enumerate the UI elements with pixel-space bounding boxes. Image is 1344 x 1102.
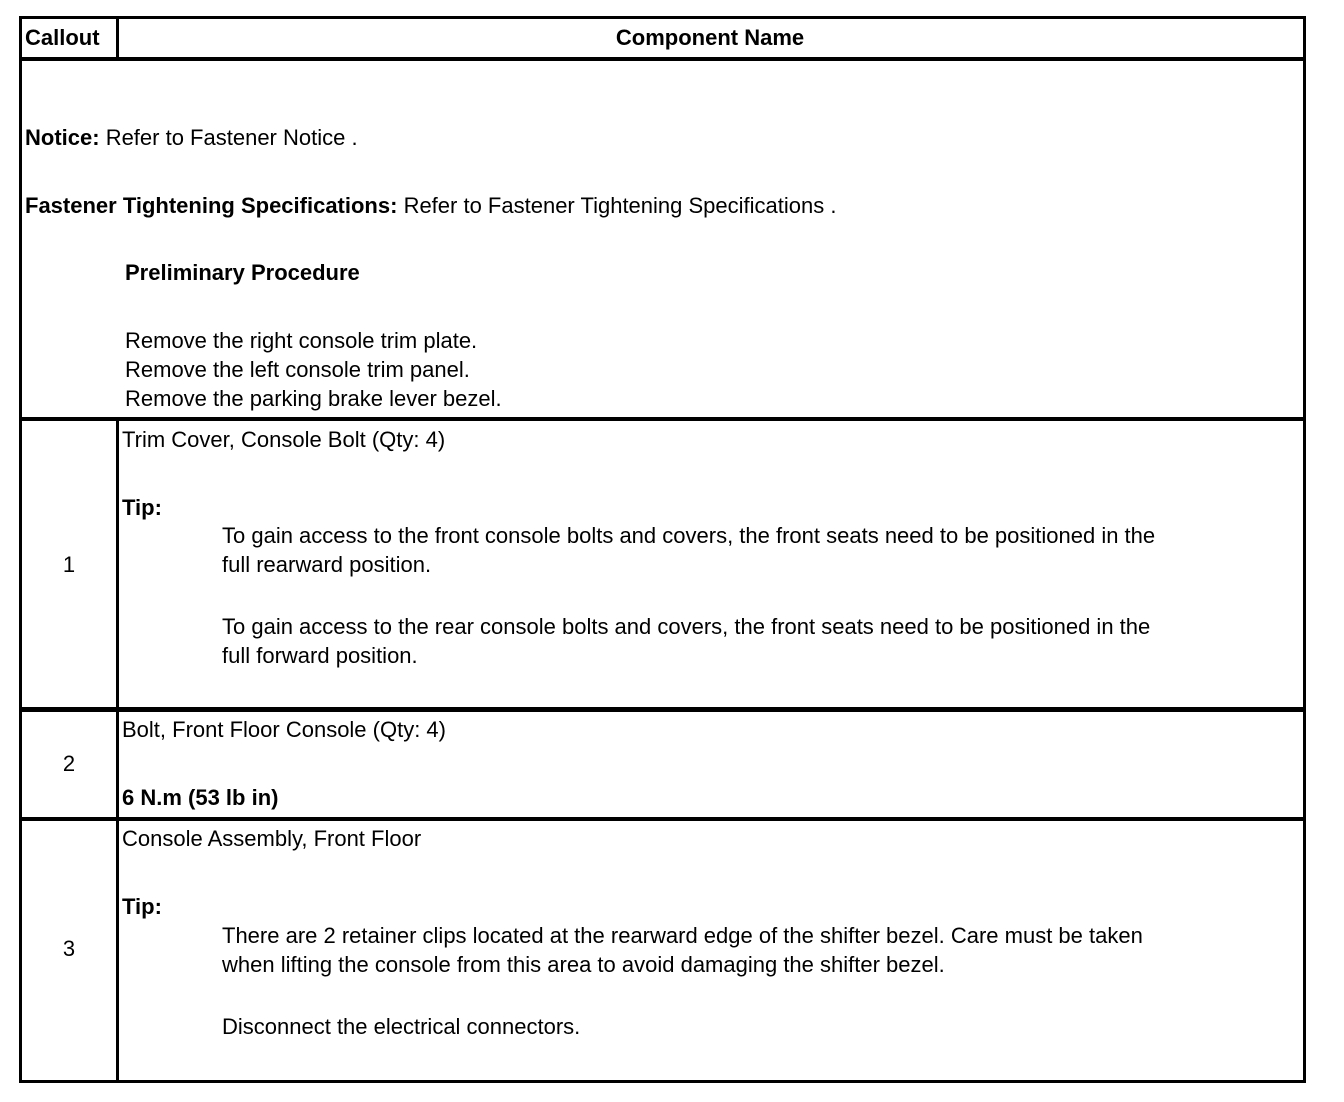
row-1-tip-1-line-2: full rearward position. — [222, 552, 432, 577]
header-callout: Callout — [25, 25, 100, 50]
row-3-callout: 3 — [62, 936, 76, 961]
preliminary-step: Remove the left console trim panel. — [125, 357, 470, 382]
row-3-tip-2-line-1: Disconnect the electrical connectors. — [222, 1014, 581, 1039]
preliminary-title: Preliminary Procedure — [125, 260, 360, 285]
row-2-torque: 6 N.m (53 lb in) — [122, 785, 279, 810]
row-3-name: Console Assembly, Front Floor — [122, 826, 422, 851]
row-1-tip-2-line-2: full forward position. — [222, 643, 418, 668]
row-3-tip-1-line-2: when lifting the console from this area to avoid damaging the shifter bezel. — [222, 952, 945, 977]
row-2-name: Bolt, Front Floor Console (Qty: 4) — [122, 717, 446, 742]
preliminary-step: Remove the right console trim plate. — [125, 328, 478, 353]
fastener-spec — [25, 192, 836, 220]
row-1-tip-1-line-1: To gain access to the front console bolts and covers, the front seats need to be positioned in the — [222, 523, 1156, 548]
row-1-callout: 1 — [62, 552, 76, 577]
row-1-name: Trim Cover, Console Bolt (Qty: 4) — [122, 427, 446, 452]
notice-text: Refer to Fastener Notice . — [105, 125, 358, 150]
preliminary-step: Remove the parking brake lever bezel. — [125, 386, 502, 411]
row-1-tip-label: Tip: — [122, 495, 162, 520]
row-3-tip-label: Tip: — [122, 894, 162, 919]
spec-text: Refer to Fastener Tightening Specifications . — [403, 193, 837, 218]
row1-divider — [22, 707, 1303, 712]
header-component-name: Component Name — [615, 25, 805, 50]
row2-divider — [22, 817, 1303, 821]
header-divider — [22, 57, 1303, 61]
notice-label: Notice: — [25, 125, 100, 150]
notice — [25, 124, 358, 152]
spec-label: Fastener Tightening Specifications: — [25, 193, 398, 218]
row-3-tip-1-line-1: There are 2 retainer clips located at the rearward edge of the shifter bezel. Care must be taken — [222, 923, 1143, 948]
body-column-divider — [116, 417, 119, 1083]
row-1-tip-2-line-1: To gain access to the rear console bolts and covers, the front seats need to be positioned in the — [222, 614, 1151, 639]
intro-divider — [22, 417, 1303, 421]
row-2-callout: 2 — [62, 751, 76, 776]
